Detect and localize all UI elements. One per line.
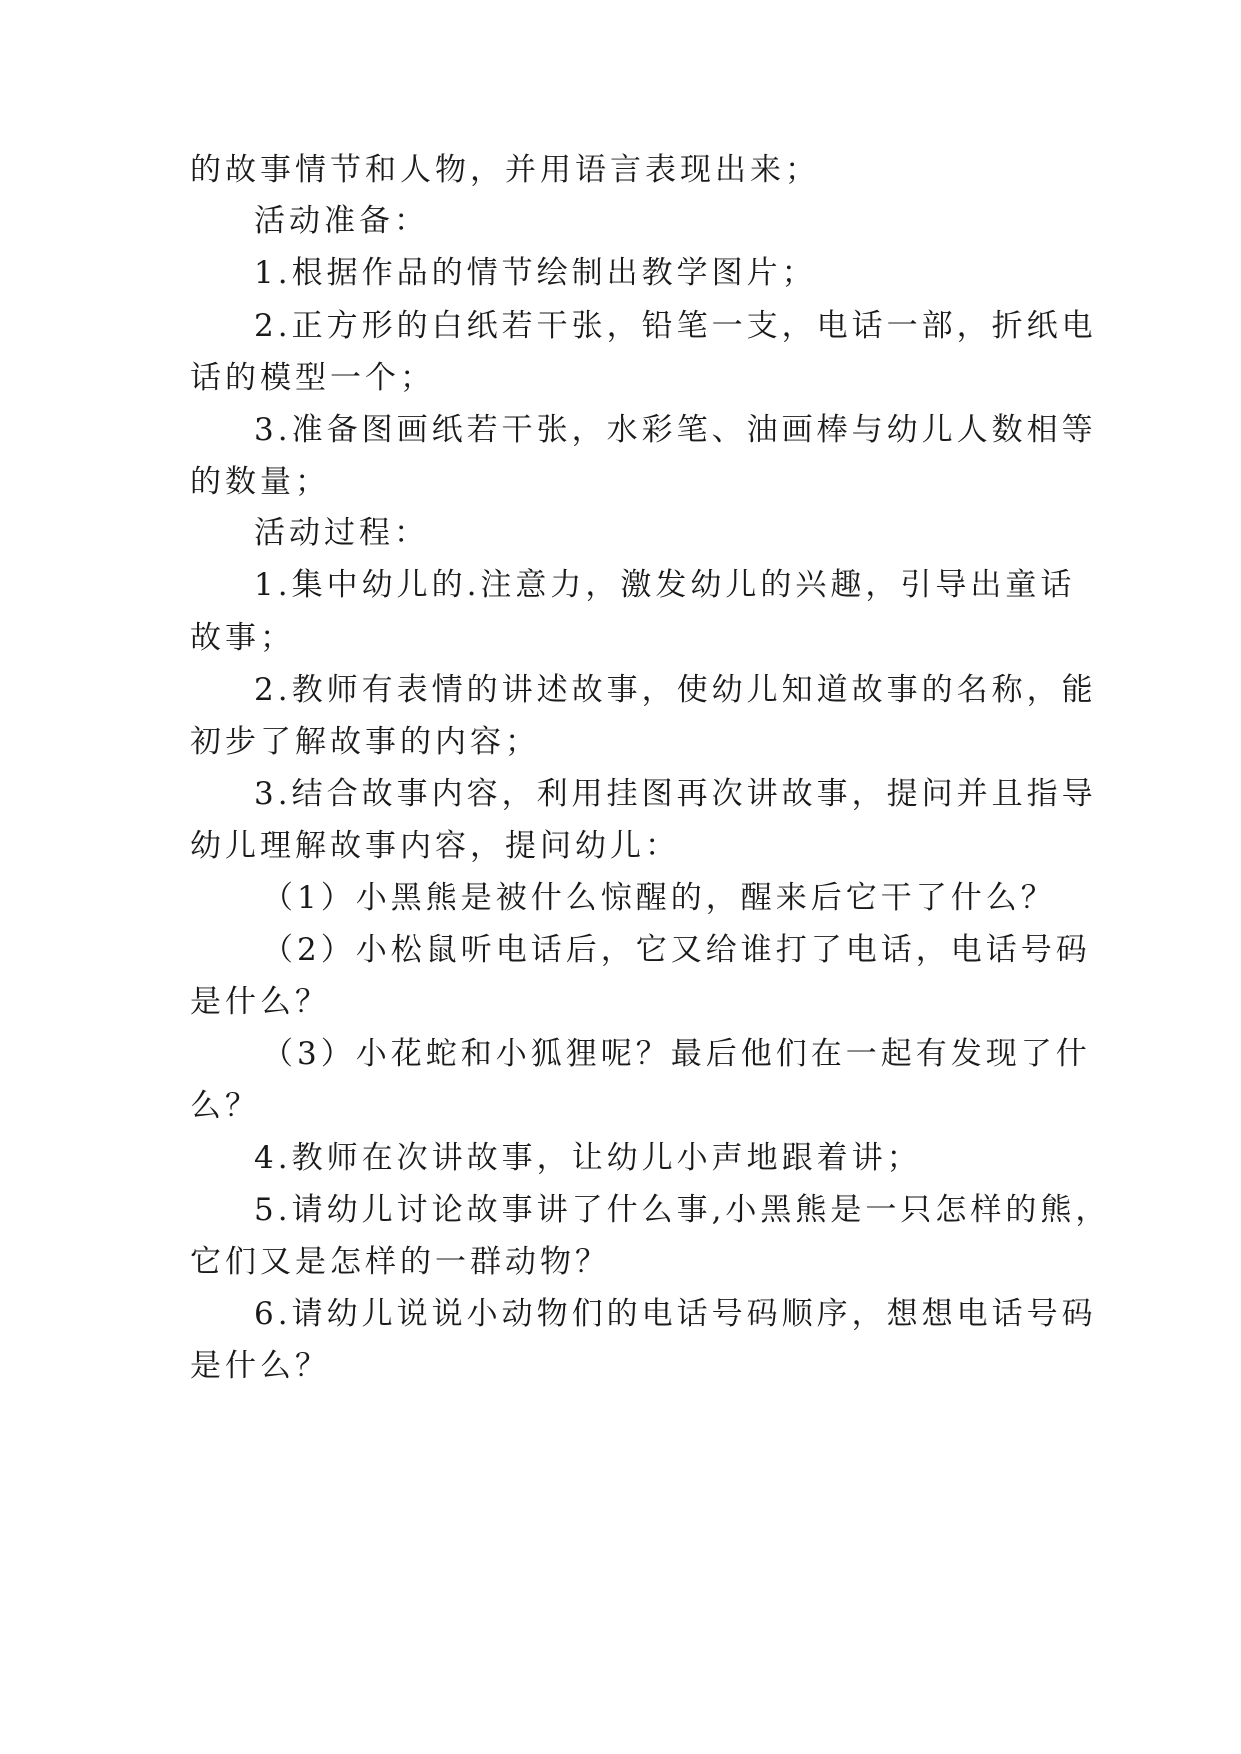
question-item-continuation: 是什么？ [190,984,330,1020]
list-item: 3.结合故事内容，利用挂图再次讲故事，提问并且指导 [254,776,1097,812]
list-item: 3.准备图画纸若干张，水彩笔、油画棒与幼儿人数相等 [254,412,1097,448]
list-item: 2.正方形的白纸若干张，铅笔一支，电话一部，折纸电 [254,308,1097,344]
question-item-continuation: 么？ [190,1088,260,1124]
list-item-continuation: 初步了解故事的内容； [190,724,540,760]
list-item: 4.教师在次讲故事，让幼儿小声地跟着讲； [254,1140,922,1176]
section-heading-process: 活动过程： [254,515,429,551]
list-item-continuation: 是什么？ [190,1348,330,1384]
list-item-continuation: 的数量； [190,464,330,500]
question-item: （1）小黑熊是被什么惊醒的，醒来后它干了什么？ [262,880,1056,916]
list-item-continuation: 故事； [190,620,295,656]
list-item: 2.教师有表情的讲述故事，使幼儿知道故事的名称，能 [254,672,1097,708]
list-item: 1.根据作品的情节绘制出教学图片； [254,255,817,291]
list-item-continuation: 它们又是怎样的一群动物？ [190,1244,610,1280]
list-item-continuation: 幼儿理解故事内容，提问幼儿： [190,828,680,864]
question-item: （2）小松鼠听电话后，它又给谁打了电话，电话号码 [262,932,1091,968]
section-heading-preparation: 活动准备： [254,203,429,239]
list-item: 5.请幼儿讨论故事讲了什么事,小黑熊是一只怎样的熊， [254,1192,1111,1228]
list-item: 6.请幼儿说说小动物们的电话号码顺序，想想电话号码 [254,1296,1097,1332]
list-item-continuation: 话的模型一个； [190,360,435,396]
text-line: 的故事情节和人物，并用语言表现出来； [190,152,820,188]
list-item: 1.集中幼儿的.注意力，激发幼儿的兴趣，引导出童话 [254,567,1076,603]
question-item: （3）小花蛇和小狐狸呢？最后他们在一起有发现了什 [262,1036,1091,1072]
